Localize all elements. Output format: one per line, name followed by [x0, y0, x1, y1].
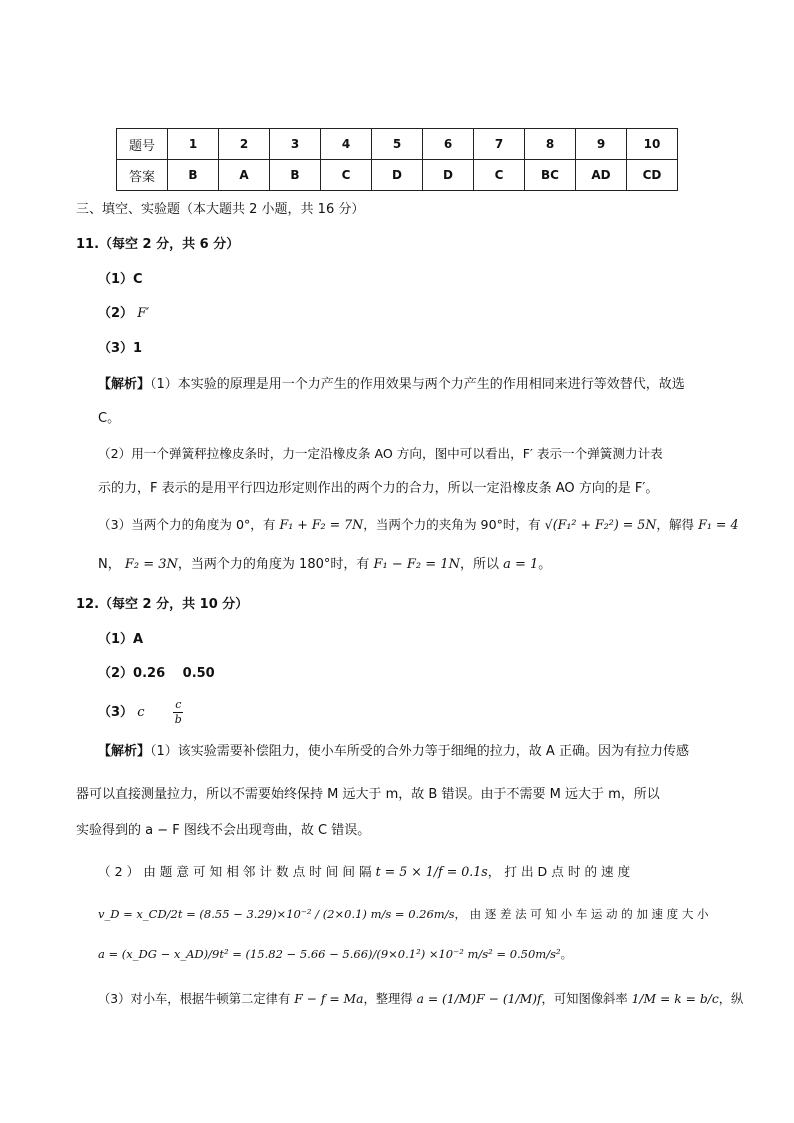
q11-answer-2-value: F′ [137, 306, 150, 321]
equation: t = 5 × 1/f = 0.1s [375, 864, 488, 879]
table-cell: 5 [372, 129, 423, 160]
table-cell: 1 [168, 129, 219, 160]
table-cell: AD [576, 160, 627, 191]
q12-answer-3-value: c [137, 705, 145, 720]
q11-answer-3: （3）1 [98, 341, 143, 356]
explanation-tag: 【解析】 [98, 744, 151, 759]
q11-answer-2 [98, 305, 149, 323]
explanation-text: （3）对小车，根据牛顿第二定律有 [98, 992, 291, 1006]
equation: F − f = Ma [294, 992, 364, 1006]
explanation-text: ，整理得 [363, 992, 413, 1006]
q12-explanation-2-line-3 [98, 945, 572, 963]
q12-explanation-2-line-1 [98, 863, 630, 881]
equation: F₁ − F₂ = 1N [373, 557, 460, 572]
explanation-text: 。 [538, 557, 552, 572]
q11-explanation-2-line-2: 示的力，F 表示的是用平行四边形定则作出的两个力的合力，所以一定沿橡皮条 AO 方向的是 F′。 [98, 481, 659, 496]
q11-explanation-3-line-1 [98, 516, 739, 534]
q11-explanation-3-line-2 [98, 556, 551, 574]
equation: F₂ = 3N [124, 557, 178, 572]
table-cell: C [321, 160, 372, 191]
table-cell: CD [627, 160, 678, 191]
fraction-denominator: b [174, 713, 182, 726]
q12-explanation-2-line-2 [98, 905, 708, 923]
equation: a = (x_DG − x_AD)/9t² = (15.82 − 5.66 − 5.66)/(9×0.1²) ×10⁻² m/s² = 0.50m/s² [98, 947, 561, 961]
table-cell: 3 [270, 129, 321, 160]
q12-explanation-1-line-3: 实验得到的 a − F 图线不会出现弯曲，故 C 错误。 [76, 823, 371, 838]
q11-explanation-1-line-1 [98, 376, 685, 394]
table-cell: A [219, 160, 270, 191]
table-cell: C [474, 160, 525, 191]
table-cell: 6 [423, 129, 474, 160]
table-cell: D [423, 160, 474, 191]
fraction-numerator: c [175, 698, 182, 711]
q11-answer-2-label: （2） [98, 306, 134, 321]
explanation-text: ， 由 逐 差 法 可 知 小 车 运 动 的 加 速 度 大 小 [454, 907, 709, 921]
fraction [173, 698, 184, 727]
explanation-text: 。 [560, 947, 573, 961]
q11-explanation-1-line-2: C。 [98, 411, 121, 426]
q11-answer-1: （1）C [98, 272, 143, 287]
explanation-text: ，纵 [718, 992, 744, 1006]
q12-answer-1: （1）A [98, 632, 144, 647]
q12-explanation-1-line-1 [98, 743, 689, 761]
q11-header: 11.（每空 2 分，共 6 分） [76, 237, 240, 252]
equation: v_D = x_CD/2t = (8.55 − 3.29)×10⁻² / (2×0.1) m/s = 0.26m/s [98, 907, 455, 921]
table-cell: 8 [525, 129, 576, 160]
q12-header: 12.（每空 2 分，共 10 分） [76, 597, 249, 612]
table-row-answers [117, 160, 678, 191]
table-cell: 9 [576, 129, 627, 160]
section-3-title: 三、填空、实验题（本大题共 2 小题，共 16 分） [76, 202, 365, 217]
table-cell: 2 [219, 129, 270, 160]
equation: F₁ = 4 [698, 517, 739, 532]
table-row-label: 题号 [117, 129, 168, 160]
q12-explanation-1-line-2: 器可以直接测量拉力，所以不需要始终保持 M 远大于 m，故 B 错误。由于不需要 M 远大于 m，所以 [76, 787, 660, 802]
table-cell: B [270, 160, 321, 191]
table-row-label: 答案 [117, 160, 168, 191]
explanation-text: （1）本实验的原理是用一个力产生的作用效果与两个力产生的作用相同来进行等效替代，故选 [150, 377, 685, 392]
equation: a = (1/M)F − (1/M)f [416, 992, 542, 1006]
table-cell: BC [525, 160, 576, 191]
explanation-text: N， [98, 557, 121, 572]
explanation-text: ，所以 [459, 557, 499, 572]
explanation-text: ， 打 出 D 点 时 的 速 度 [487, 864, 631, 879]
equation: a = 1 [503, 557, 539, 572]
explanation-text: ，可知图像斜率 [541, 992, 628, 1006]
explanation-text: （3）当两个力的角度为 0°，有 [98, 517, 276, 532]
table-cell: 7 [474, 129, 525, 160]
equation: √(F₁² + F₂²) = 5N [544, 517, 657, 532]
equation: F₁ + F₂ = 7N [279, 517, 364, 532]
explanation-text: （ 2 ） 由 题 意 可 知 相 邻 计 数 点 时 间 间 隔 [98, 864, 372, 879]
q11-explanation-2-line-1: （2）用一个弹簧秤拉橡皮条时，力一定沿橡皮条 AO 方向，图中可以看出，F′ 表示一个弹簧测力计表 [98, 446, 663, 461]
explanation-text: ，当两个力的夹角为 90°时，有 [363, 517, 541, 532]
explanation-tag: 【解析】 [98, 377, 151, 392]
table-cell: 10 [627, 129, 678, 160]
table-cell: B [168, 160, 219, 191]
explanation-text: ，当两个力的角度为 180°时，有 [177, 557, 370, 572]
q12-explanation-3-line-1 [98, 990, 743, 1008]
explanation-text: （1）该实验需要补偿阻力，使小车所受的合外力等于细绳的拉力，故 A 正确。因为有拉力传感 [150, 744, 689, 759]
q12-answer-3-label: （3） [98, 705, 134, 720]
table-cell: D [372, 160, 423, 191]
q12-answer-2: （2）0.26 0.50 [98, 666, 215, 681]
equation: 1/M = k = b/c [631, 992, 719, 1006]
explanation-text: ，解得 [656, 517, 695, 532]
answer-table [116, 128, 678, 191]
table-row-numbers [117, 129, 678, 160]
q12-answer-3 [98, 698, 186, 728]
table-cell: 4 [321, 129, 372, 160]
